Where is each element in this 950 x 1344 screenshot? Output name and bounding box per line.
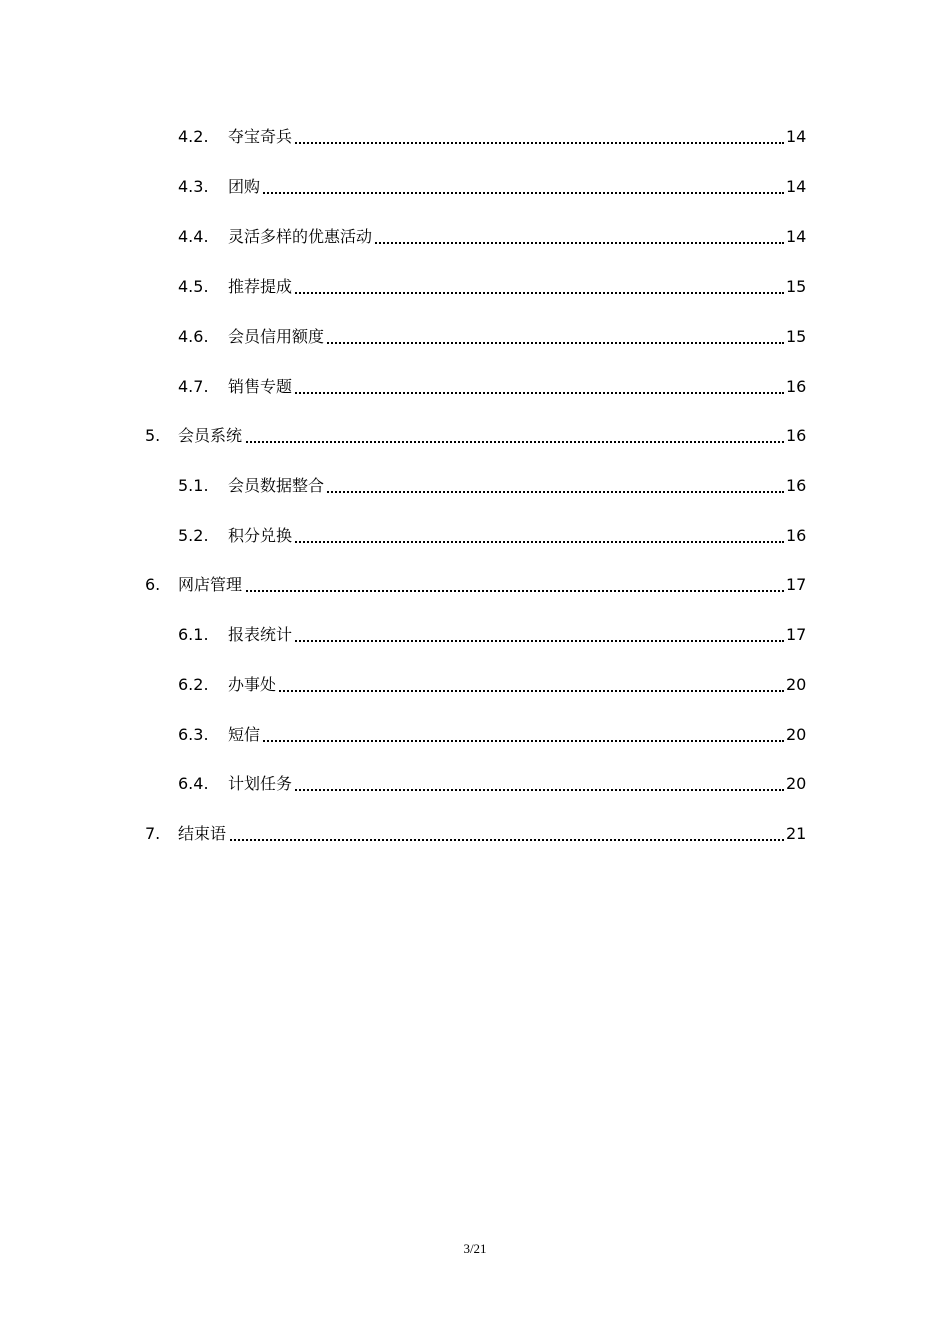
toc-entry-number: 4.2. [178,127,209,146]
toc-entry[interactable] [0,673,950,697]
toc-entry-page: 17 [786,575,807,594]
toc-entry[interactable] [0,474,950,498]
toc-entry-page: 20 [786,675,807,694]
toc-entry-title: 办事处 [228,673,279,697]
toc-dot-leader [228,740,784,742]
toc-entry-number: 5.1. [178,476,209,495]
toc-entry-number: 4.5. [178,277,209,296]
toc-entry[interactable] [0,125,950,149]
toc-entry-title: 灵活多样的优惠活动 [228,225,375,249]
toc-entry[interactable] [0,524,950,548]
toc-entry-page: 15 [786,327,807,346]
toc-entry-title: 报表统计 [228,623,295,647]
toc-entry-number: 4.4. [178,227,209,246]
toc-entry-page: 20 [786,774,807,793]
page-footer [0,1240,950,1258]
toc-entry[interactable] [0,772,950,796]
toc-entry[interactable] [0,623,950,647]
toc-entry-page: 17 [786,625,807,644]
toc-entry-title: 推荐提成 [228,275,295,299]
toc-dot-leader [228,640,784,642]
toc-entry-number: 5.2. [178,526,209,545]
toc-dot-leader [178,441,784,443]
toc-entry-page: 16 [786,476,807,495]
toc-entry-page: 20 [786,725,807,744]
toc-entry[interactable] [0,175,950,199]
toc-entry[interactable] [0,822,950,846]
toc-dot-leader [228,789,784,791]
toc-entry-title: 会员系统 [178,424,245,448]
toc-dot-leader [178,590,784,592]
toc-entry-title: 计划任务 [228,772,295,796]
toc-entry-number: 6.1. [178,625,209,644]
toc-entry-title: 会员信用额度 [228,325,327,349]
toc-dot-leader [228,541,784,543]
toc-dot-leader [228,292,784,294]
toc-entry[interactable] [0,225,950,249]
toc-entry-page: 14 [786,127,807,146]
toc-entry-page: 21 [786,824,807,843]
toc-entry-page: 14 [786,177,807,196]
toc-entry-number: 6.3. [178,725,209,744]
toc-entry-title: 销售专题 [228,375,295,399]
toc-entry-number: 4.3. [178,177,209,196]
toc-entry-page: 14 [786,227,807,246]
toc-entry-page: 16 [786,426,807,445]
toc-entry[interactable] [0,375,950,399]
toc-entry-number: 5. [145,426,161,445]
toc-dot-leader [228,690,784,692]
toc-entry-title: 会员数据整合 [228,474,327,498]
toc-dot-leader [178,839,784,841]
toc-entry-number: 7. [145,824,161,843]
toc-dot-leader [228,192,784,194]
toc-entry-number: 4.6. [178,327,209,346]
toc-entry-number: 4.7. [178,377,209,396]
toc-entry-title: 结束语 [178,822,229,846]
toc-dot-leader [228,142,784,144]
toc-entry[interactable] [0,424,950,448]
toc-entry[interactable] [0,723,950,747]
toc-entry-title: 团购 [228,175,263,199]
toc-entry-number: 6.2. [178,675,209,694]
toc-dot-leader [228,392,784,394]
toc-entry-page: 15 [786,277,807,296]
toc-entry-title: 短信 [228,723,263,747]
page-number: 3/21 [463,1241,487,1256]
toc-entry-title: 夺宝奇兵 [228,125,295,149]
toc-entry[interactable] [0,325,950,349]
toc-entry[interactable] [0,275,950,299]
toc-entry-title: 网店管理 [178,573,245,597]
toc-entry-page: 16 [786,526,807,545]
toc-entry[interactable] [0,573,950,597]
toc-entry-number: 6.4. [178,774,209,793]
toc-entry-number: 6. [145,575,161,594]
toc-entry-page: 16 [786,377,807,396]
toc-entry-title: 积分兑换 [228,524,295,548]
